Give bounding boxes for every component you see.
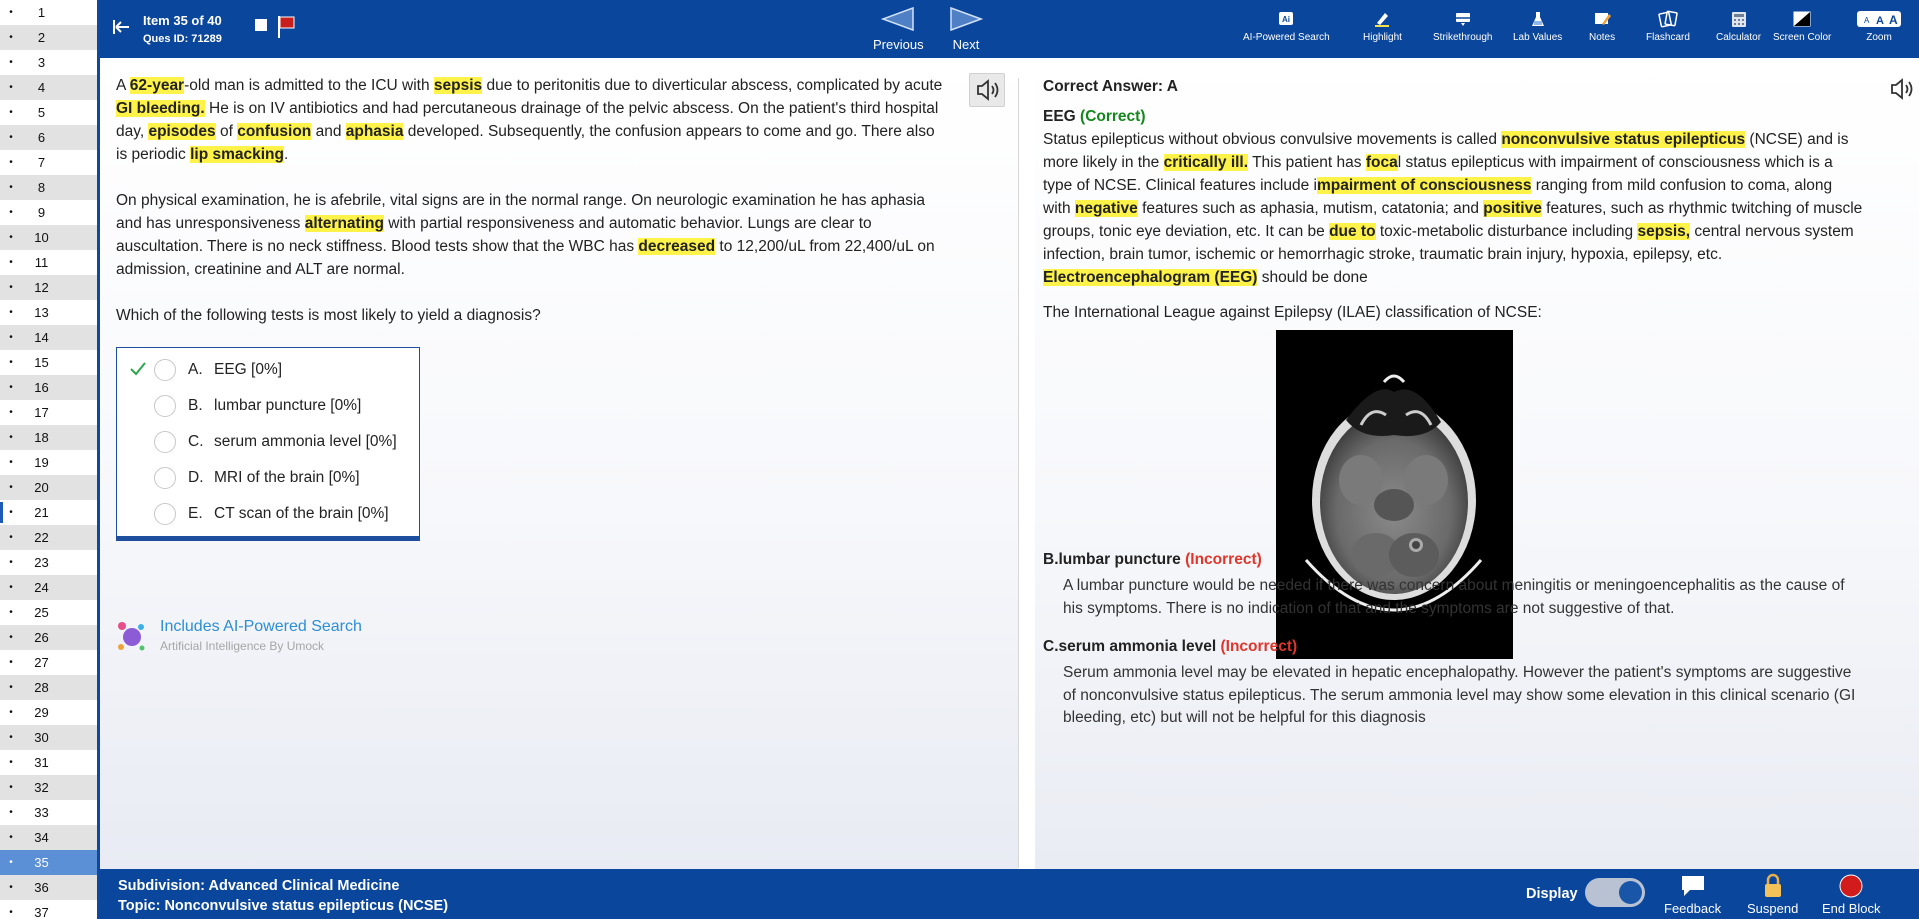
- bullet-icon: •: [9, 732, 13, 743]
- highlighted-text: critically ill.: [1163, 154, 1249, 171]
- nav-item[interactable]: [0, 775, 97, 800]
- text-segment: and: [311, 123, 346, 140]
- nav-item-number: 33: [34, 805, 49, 820]
- pane-divider: [1018, 78, 1019, 868]
- nav-item-number: 30: [34, 730, 49, 745]
- nav-item[interactable]: [0, 325, 97, 350]
- text-segment: l status epilepticus with impairment of consciousness which is a type of NCSE. Clinical features include i: [1043, 154, 1833, 194]
- nav-item-number: 31: [34, 755, 49, 770]
- tool-label: Flashcard: [1646, 32, 1690, 43]
- bullet-icon: •: [9, 82, 13, 93]
- nav-item-number: 28: [34, 680, 49, 695]
- question-pane: [100, 58, 1018, 869]
- bullet-icon: •: [9, 57, 13, 68]
- text-segment: features, such as rhythmic twitching of muscle groups, tonic eye deviation, etc. It can be: [1043, 200, 1863, 240]
- bullet-icon: •: [9, 607, 13, 618]
- nav-item[interactable]: [0, 200, 97, 225]
- answer-letter: A.: [188, 361, 203, 378]
- nav-item[interactable]: [0, 450, 97, 475]
- answer-text: lumbar puncture [0%]: [214, 397, 362, 414]
- nav-item-number: 5: [37, 105, 46, 120]
- nav-item[interactable]: [0, 525, 97, 550]
- ai-promo-title[interactable]: Includes AI-Powered Search: [160, 618, 362, 635]
- nav-item-number: 11: [34, 255, 49, 270]
- answer-choice[interactable]: [117, 428, 419, 456]
- bullet-icon: •: [9, 757, 13, 768]
- nav-item-number: 34: [34, 830, 49, 845]
- nav-item[interactable]: [0, 800, 97, 825]
- nav-item-number: 10: [34, 230, 49, 245]
- text-segment: due to peritonitis due to diverticular abscess, complicated by acute: [482, 77, 943, 94]
- nav-item-number: 14: [34, 330, 49, 345]
- content-area: [100, 58, 1919, 869]
- nav-item[interactable]: [0, 575, 97, 600]
- nav-item-number: 17: [34, 405, 49, 420]
- bullet-icon: •: [9, 907, 13, 918]
- tool-label: Screen Color: [1773, 32, 1832, 43]
- back-arrow-icon[interactable]: [112, 16, 132, 38]
- nav-item-number: 22: [34, 530, 49, 545]
- tool-ai-search[interactable]: [1243, 10, 1330, 43]
- bullet-icon: •: [9, 382, 13, 393]
- option-b-explanation: A lumbar puncture would be needed if there was concern about meningitis or meningoencephalitis as the cause of his symptoms. There is no indication of that and the symptoms are not suggestive of that.: [1063, 577, 1845, 617]
- tool-lab-values[interactable]: [1513, 10, 1562, 43]
- highlighted-text: positive: [1483, 200, 1542, 217]
- option-c-explanation: Serum ammonia level may be elevated in hepatic encephalopathy. However the patient's symptoms are suggestive of nonconvulsive status epilepticus. The serum ammonia level may show some elevation in this clinical scenario (GI bleeding, etc) but will not be helpful for this diagnosis: [1063, 664, 1856, 726]
- option-c-heading: [1043, 638, 1297, 656]
- nav-item-number: 1: [37, 5, 46, 20]
- highlighted-text: episodes: [148, 123, 216, 140]
- tool-label: AI-Powered Search: [1243, 32, 1330, 43]
- question-stem-paragraph-2: [116, 189, 946, 281]
- answer-letter: C.: [188, 433, 204, 450]
- text-segment: with partial responsiveness and automatic behavior. Lungs are clear to auscultation. There is no neck stiffness. Blood tests show that the WBC has: [116, 215, 872, 255]
- correct-tag: (Correct): [1080, 108, 1146, 125]
- item-title: Item 35 of 40: [143, 13, 222, 28]
- highlighted-text: foca: [1365, 154, 1398, 171]
- nav-item-number: 36: [34, 880, 49, 895]
- bullet-icon: •: [9, 557, 13, 568]
- bullet-icon: •: [9, 282, 13, 293]
- bullet-icon: •: [9, 7, 13, 18]
- nav-item[interactable]: [0, 150, 97, 175]
- text-to-speech-button[interactable]: [969, 73, 1005, 107]
- text-segment: ranging from mild confusion to coma, along with: [1043, 177, 1833, 217]
- nav-item[interactable]: [0, 625, 97, 650]
- nav-item[interactable]: [0, 25, 97, 50]
- answer-letter: E.: [188, 505, 203, 522]
- incorrect-tag: (Incorrect): [1185, 551, 1262, 568]
- suspend-button[interactable]: [1747, 873, 1798, 916]
- nav-item-number: 23: [34, 555, 49, 570]
- highlighted-text: mpairment of consciousness: [1316, 177, 1532, 194]
- flashcard-icon: [1658, 10, 1678, 28]
- tool-notes[interactable]: [1589, 10, 1615, 43]
- tool-label: Highlight: [1363, 32, 1402, 43]
- bullet-icon: •: [9, 107, 13, 118]
- bullet-icon: •: [9, 882, 13, 893]
- nav-item[interactable]: [0, 550, 97, 575]
- suspend-label: Suspend: [1747, 901, 1799, 916]
- highlighted-text: sepsis,: [1637, 223, 1691, 240]
- explanation-text-to-speech-button[interactable]: [1884, 73, 1919, 107]
- nav-item[interactable]: [0, 50, 97, 75]
- calculator-icon: [1729, 10, 1749, 28]
- highlighted-text: nonconvulsive status epilepticus: [1501, 131, 1746, 148]
- explanation-pane: [1035, 58, 1919, 869]
- nav-item-number: 15: [34, 355, 49, 370]
- next-arrow-icon: [949, 6, 983, 32]
- previous-arrow-icon: [881, 6, 915, 32]
- text-segment: features such as aphasia, mutism, catatonia; and: [1137, 200, 1484, 217]
- answer-radio[interactable]: [154, 359, 176, 381]
- answer-radio[interactable]: [154, 431, 176, 453]
- text-segment: On physical examination, he is afebrile, vital signs are in the normal range. On neurologic examination he has aphasia and has unresponsiveness: [116, 192, 926, 232]
- answer-choice[interactable]: [117, 500, 419, 528]
- ai-promo-subtitle: Artificial Intelligence By Umock: [160, 639, 325, 653]
- bullet-icon: •: [9, 32, 13, 43]
- text-segment: toxic-metabolic disturbance including: [1375, 223, 1638, 240]
- bullet-icon: •: [9, 782, 13, 793]
- nav-item[interactable]: [0, 175, 97, 200]
- nav-item-number: 9: [37, 205, 46, 220]
- bullet-icon: •: [9, 632, 13, 643]
- nav-item-number: 27: [34, 655, 49, 670]
- question-navigator: [0, 0, 100, 919]
- nav-item-number: 32: [34, 780, 49, 795]
- text-segment: Status epilepticus without obvious convulsive movements is called: [1043, 131, 1502, 148]
- nav-item-number: 4: [37, 80, 46, 95]
- topic-label: Topic: Nonconvulsive status epilepticus (NCSE): [118, 898, 449, 914]
- option-c-label: C.serum ammonia level: [1043, 638, 1217, 655]
- answer-letter: D.: [188, 469, 204, 486]
- bullet-icon: •: [9, 132, 13, 143]
- highlighted-text: aphasia: [345, 123, 404, 140]
- strikethrough-icon: [1453, 10, 1473, 28]
- text-segment: of: [215, 123, 238, 140]
- svg-text:A: A: [1864, 16, 1870, 25]
- ilae-caption: The International League against Epilepsy (ILAE) classification of NCSE:: [1043, 304, 1542, 321]
- answer-text: CT scan of the brain [0%]: [214, 505, 389, 522]
- text-segment: should be done: [1257, 269, 1368, 286]
- bullet-icon: •: [9, 482, 13, 493]
- nav-item-number: 2: [37, 30, 46, 45]
- lock-icon: [1759, 873, 1787, 899]
- nav-item-number: 16: [34, 380, 49, 395]
- bottom-bar: [100, 869, 1919, 919]
- nav-item-number: 21: [34, 505, 49, 520]
- stop-icon: [1837, 873, 1865, 899]
- answer-text: serum ammonia level [0%]: [214, 433, 397, 450]
- nav-item[interactable]: [0, 600, 97, 625]
- top-toolbar: [100, 0, 1919, 58]
- nav-item[interactable]: [0, 350, 97, 375]
- tool-label: Calculator: [1716, 32, 1762, 43]
- nav-item[interactable]: [0, 225, 97, 250]
- incorrect-tag: (Incorrect): [1220, 638, 1298, 655]
- previous-label: Previous: [873, 37, 924, 52]
- ai-search-promo[interactable]: [116, 618, 436, 658]
- answer-radio[interactable]: [154, 503, 176, 525]
- highlighter-icon: [1372, 10, 1392, 28]
- option-b-label: B.lumbar puncture: [1043, 551, 1181, 568]
- nav-item[interactable]: [0, 275, 97, 300]
- nav-item-number: 29: [34, 705, 49, 720]
- nav-item[interactable]: [0, 500, 97, 525]
- nav-item-number: 18: [34, 430, 49, 445]
- nav-item[interactable]: [0, 650, 97, 675]
- tool-strikethrough[interactable]: [1433, 10, 1492, 43]
- nav-item-number: 12: [34, 280, 49, 295]
- bullet-icon: •: [9, 357, 13, 368]
- mark-checkbox[interactable]: [255, 19, 267, 31]
- bullet-icon: •: [9, 207, 13, 218]
- nav-item[interactable]: [0, 75, 97, 100]
- highlighted-text: sepsis: [433, 77, 483, 94]
- nav-item-number: 6: [37, 130, 46, 145]
- tool-zoom[interactable]: [1856, 10, 1902, 43]
- nav-item[interactable]: [0, 100, 97, 125]
- next-label: Next: [952, 37, 980, 52]
- feedback-button[interactable]: [1664, 873, 1721, 916]
- end-block-button[interactable]: [1822, 873, 1881, 916]
- nav-item[interactable]: [0, 375, 97, 400]
- highlighted-text: 62-year: [129, 77, 185, 94]
- highlighted-text: Electroencephalogram (EEG): [1043, 269, 1258, 286]
- nav-item-number: 25: [34, 605, 49, 620]
- text-segment: A: [116, 77, 130, 94]
- question-id: Ques ID: 71289: [143, 33, 222, 45]
- text-segment: He is on IV antibiotics and had percutaneous drainage of the pelvic abscess. On the patient's third hospital day,: [116, 100, 939, 140]
- nav-item[interactable]: [0, 725, 97, 750]
- text-segment: developed. Subsequently, the confusion appears to come and go. There also is periodic: [116, 123, 935, 163]
- eeg-heading: [1043, 108, 1146, 126]
- bullet-icon: •: [9, 182, 13, 193]
- bullet-icon: •: [9, 532, 13, 543]
- text-segment: -old man is admitted to the ICU with: [184, 77, 434, 94]
- contrast-icon: [1792, 10, 1812, 28]
- nav-item[interactable]: [0, 400, 97, 425]
- answer-choices: [116, 347, 420, 541]
- text-segment: (NCSE) and is more likely in the: [1043, 131, 1849, 171]
- chat-bubble-icon: [1679, 873, 1707, 899]
- bullet-icon: •: [9, 307, 13, 318]
- nav-item[interactable]: [0, 300, 97, 325]
- bullet-icon: •: [9, 832, 13, 843]
- nav-item[interactable]: [0, 425, 97, 450]
- tool-label: Lab Values: [1513, 32, 1563, 43]
- bullet-icon: •: [9, 457, 13, 468]
- bullet-icon: •: [9, 857, 13, 868]
- bullet-icon: •: [9, 432, 13, 443]
- flag-icon[interactable]: [276, 15, 296, 39]
- nav-item-number: 3: [37, 55, 46, 70]
- answer-radio[interactable]: [154, 467, 176, 489]
- speaker-icon: [970, 74, 1004, 106]
- bullet-icon: •: [9, 157, 13, 168]
- svg-text:Ai: Ai: [1282, 15, 1291, 24]
- option-b-heading: [1043, 551, 1262, 569]
- nav-item[interactable]: [0, 675, 97, 700]
- toggle-knob: [1619, 881, 1642, 904]
- highlighted-text: due to: [1329, 223, 1376, 240]
- bullet-icon: •: [9, 707, 13, 718]
- highlighted-text: negative: [1074, 200, 1138, 217]
- bullet-icon: •: [9, 582, 13, 593]
- answer-text: MRI of the brain [0%]: [214, 469, 360, 486]
- highlighted-text: decreased: [638, 238, 716, 255]
- display-label: Display: [1526, 886, 1578, 902]
- display-toggle[interactable]: [1585, 878, 1645, 907]
- tool-flashcard[interactable]: [1646, 10, 1690, 43]
- nav-item-number: 13: [34, 305, 49, 320]
- correct-answer-heading: Correct Answer: A: [1043, 78, 1178, 95]
- next-button[interactable]: [946, 6, 986, 52]
- checkmark-icon: [129, 360, 147, 378]
- nav-item[interactable]: [0, 0, 97, 25]
- notes-icon: [1592, 10, 1612, 28]
- nav-item[interactable]: [0, 875, 97, 900]
- nav-item[interactable]: [0, 125, 97, 150]
- tool-label: Strikethrough: [1433, 32, 1493, 43]
- bullet-icon: •: [9, 257, 13, 268]
- previous-button[interactable]: [873, 6, 923, 52]
- text-segment: central nervous system infection, brain tumor, ischemic or hemorrhagic stroke, traumatic brain injury, hypoxia, epilepsy, etc.: [1043, 223, 1854, 263]
- nav-item-number: 7: [37, 155, 46, 170]
- nav-item[interactable]: [0, 825, 97, 850]
- tool-label: Notes: [1589, 32, 1616, 43]
- eeg-label: EEG: [1043, 108, 1076, 125]
- question-prompt: Which of the following tests is most likely to yield a diagnosis?: [116, 307, 541, 324]
- answer-radio[interactable]: [154, 395, 176, 417]
- bullet-icon: •: [9, 682, 13, 693]
- feedback-label: Feedback: [1664, 901, 1722, 916]
- answer-letter: B.: [188, 397, 203, 414]
- tool-calculator[interactable]: [1716, 10, 1761, 43]
- tool-screen-color[interactable]: [1773, 10, 1831, 43]
- subdivision-label: Subdivision: Advanced Clinical Medicine: [118, 878, 400, 894]
- tool-label: Zoom: [1866, 32, 1892, 43]
- text-segment: This patient has: [1248, 154, 1366, 171]
- nav-item-number: 20: [34, 480, 49, 495]
- bullet-icon: •: [9, 507, 13, 518]
- answer-choice[interactable]: [117, 464, 419, 492]
- bullet-icon: •: [9, 232, 13, 243]
- bullet-icon: •: [9, 657, 13, 668]
- nav-item-number: 19: [34, 455, 49, 470]
- speaker-icon: [1884, 73, 1918, 105]
- question-stem-paragraph-1: [116, 74, 946, 166]
- nav-item-number: 26: [34, 630, 49, 645]
- answer-choice[interactable]: [117, 392, 419, 420]
- bullet-icon: •: [9, 807, 13, 818]
- nav-item[interactable]: [0, 700, 97, 725]
- answer-text: EEG [0%]: [214, 361, 283, 378]
- nav-item-number: 24: [34, 580, 49, 595]
- svg-text:A: A: [1876, 15, 1884, 27]
- bullet-icon: •: [9, 407, 13, 418]
- highlighted-text: alternating: [304, 215, 384, 232]
- nav-item[interactable]: [0, 750, 97, 775]
- lab-flask-icon: [1528, 10, 1548, 28]
- nav-item[interactable]: [0, 850, 97, 875]
- nav-item-number: 8: [37, 180, 46, 195]
- nav-item[interactable]: [0, 900, 97, 919]
- nav-item[interactable]: [0, 250, 97, 275]
- text-segment: .: [284, 146, 289, 163]
- text-segment: to 12,200/uL from 22,400/uL on admission, creatinine and ALT are normal.: [116, 238, 935, 278]
- zoom-text-icon: [1856, 10, 1902, 28]
- nav-item-number: 35: [34, 855, 49, 870]
- highlighted-text: lip smacking: [190, 146, 284, 163]
- ai-search-icon: [1276, 10, 1296, 28]
- answer-choice[interactable]: [117, 356, 419, 384]
- highlighted-text: confusion: [237, 123, 312, 140]
- svg-text:A: A: [1889, 13, 1898, 27]
- bullet-icon: •: [9, 332, 13, 343]
- ai-logo-icon: [116, 620, 146, 652]
- highlighted-text: GI bleeding.: [116, 100, 205, 117]
- nav-item[interactable]: [0, 475, 97, 500]
- tool-highlight[interactable]: [1363, 10, 1402, 43]
- end-block-label: End Block: [1822, 901, 1881, 916]
- explanation-body: [1043, 128, 1863, 289]
- nav-item-number: 37: [34, 905, 49, 919]
